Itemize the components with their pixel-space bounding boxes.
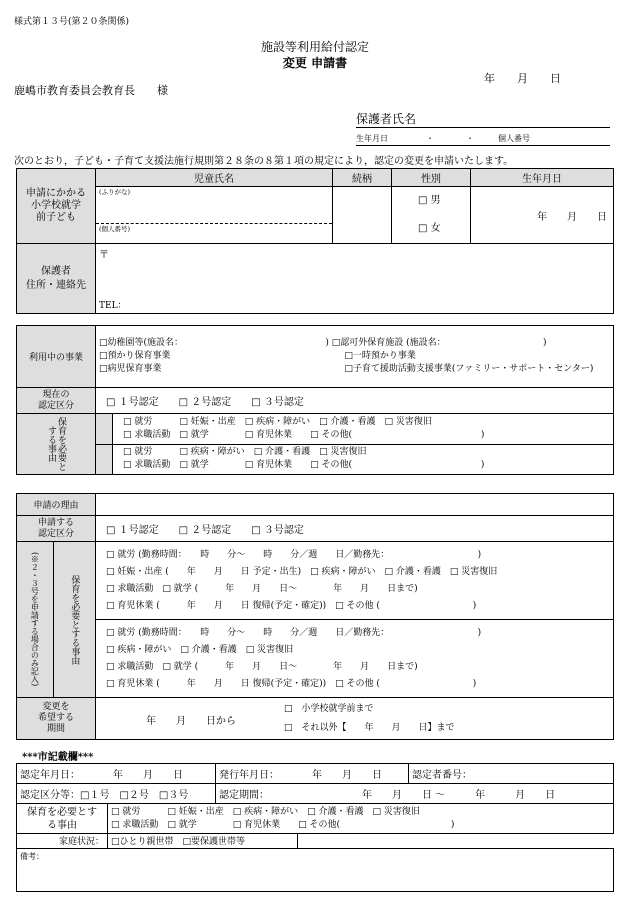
form-number: 様式第１３号(第２０条関係): [14, 17, 130, 27]
office-cert-no-label: 認定者番号：: [412, 770, 472, 781]
facility-line-3[interactable]: □病児保育事業 □子育て援助活動支援事業(ファミリー・サポート・センター): [99, 364, 594, 374]
office-period-label: 認定期間：: [219, 790, 269, 801]
child-table: [16, 168, 614, 314]
child-section-label: 申請にかかる 小学校就学 前子ども: [17, 169, 96, 244]
current-reason-3[interactable]: [113, 444, 614, 475]
office-issue-date-ymd: 年 月 日: [312, 770, 382, 781]
apply-reason-3-line-1[interactable]: □ 就労 (勤務時間： 時 分〜 時 分／週 日／勤務先： ): [106, 627, 482, 638]
apply-reason-2[interactable]: [96, 542, 614, 620]
apply-cert-options[interactable]: □ １号認定 □ ２号認定 □ ３号認定: [96, 516, 614, 542]
office-cert-no[interactable]: [409, 764, 614, 784]
addressee: 鹿嶋市教育委員会教育長 様: [14, 84, 168, 97]
office-cert-date-label: 認定年月日：: [20, 770, 80, 781]
office-reason-label: 保育を必要とす る事由: [17, 804, 108, 834]
date-line: 年 月 日: [484, 72, 561, 85]
guardian-address-field[interactable]: [96, 244, 614, 314]
office-period[interactable]: [216, 784, 614, 804]
title-line1: 施設等利用給付認定: [260, 40, 369, 54]
office-cert-date-ymd: 年 月 日: [113, 770, 183, 781]
personal-no-label: 個人番号: [498, 134, 530, 143]
female-checkbox[interactable]: □ 女: [418, 223, 441, 234]
period-field[interactable]: [96, 698, 614, 740]
reason-label: 申請の理由: [17, 494, 96, 516]
current-table: [16, 325, 614, 475]
guardian-name-line: [356, 110, 610, 128]
office-cert-type-label: 認定区分等：: [20, 790, 80, 801]
office-cert-type[interactable]: [17, 784, 216, 804]
furigana-field[interactable]: [96, 187, 333, 224]
facility-options[interactable]: [96, 326, 614, 388]
office-reason-line-2[interactable]: □ 求職活動 □ 就学 □ 育児休業 □ その他( ): [111, 819, 455, 830]
apply-reason-2-line-4[interactable]: □ 育児休業 ( 年 月 日 復帰(予定・確定)) □ その他 ( ): [106, 600, 477, 611]
office-period-value: 年 月 日 〜 年 月 日: [362, 790, 556, 801]
office-issue-date-label: 発行年月日：: [219, 770, 279, 781]
apply-reason-3-line-3[interactable]: □ 求職活動 □ 就学 ( 年 月 日〜 年 月 日まで): [106, 661, 418, 672]
current-cert-label: 現在の 認定区分: [17, 388, 96, 414]
birth-personal-line: [356, 133, 610, 146]
current-reason-3-tab: [96, 444, 113, 475]
col-relation: 続柄: [333, 169, 392, 187]
office-heading: ***市記載欄***: [22, 752, 94, 763]
period-option-2[interactable]: □ それ以外【 年 月 日】まで: [284, 723, 455, 733]
office-remarks[interactable]: [16, 848, 614, 892]
office-reason-options[interactable]: [108, 804, 614, 834]
office-cert-date[interactable]: [17, 764, 216, 784]
current-reason-2-line-1[interactable]: □ 就労 □ 妊娠・出産 □ 疾病・障がい □ 介護・看護 □ 災害復旧: [123, 416, 432, 427]
apply-side-label: [17, 542, 54, 698]
application-table: [16, 493, 614, 740]
office-reason-line-1[interactable]: □ 就労 □ 妊娠・出産 □ 疾病・障がい □ 介護・看護 □ 災害復旧: [111, 806, 420, 817]
birth-dots: ・ ・: [426, 134, 474, 143]
postal-mark: 〒: [99, 250, 109, 261]
apply-reason-2-line-3[interactable]: □ 求職活動 □ 就学 ( 年 月 日〜 年 月 日まで): [106, 583, 418, 594]
facility-line-2[interactable]: □預かり保育事業 □一時預かり事業: [99, 351, 416, 361]
period-from[interactable]: 年 月 日から: [146, 716, 236, 727]
current-reason-3-line-1[interactable]: □ 就労 □ 疾病・障がい □ 介護・看護 □ 災害復旧: [123, 447, 367, 458]
office-table: [16, 763, 614, 784]
male-checkbox[interactable]: □ 男: [418, 195, 441, 206]
apply-reason-3-line-4[interactable]: □ 育児休業 ( 年 月 日 復帰(予定・確定)) □ その他 ( ): [106, 678, 477, 689]
facility-label: 利用中の事業: [17, 326, 96, 388]
col-gender: 性別: [392, 169, 471, 187]
apply-reason-3[interactable]: [96, 620, 614, 698]
apply-sub-vertical: 保育を必要とする事由: [69, 574, 80, 665]
facility-line-1[interactable]: □幼稚園等(施設名： ) □認可外保育施設 (施設名： ): [99, 338, 547, 348]
current-reason-2-line-2[interactable]: □ 求職活動 □ 就学 □ 育児休業 □ その他( ): [123, 429, 485, 440]
personal-no-sublabel: (個人番号): [99, 225, 131, 234]
office-cert-type-options[interactable]: □１号 □２号 □３号: [80, 790, 189, 801]
guardian-label: 保護者 住所・連絡先: [17, 244, 96, 314]
apply-sub-label: [53, 542, 95, 698]
apply-reason-2-line-2[interactable]: □ 妊娠・出産 ( 年 月 日 予定・出生) □ 疾病・障がい □ 介護・看護 □ 災害復旧: [106, 566, 498, 577]
reason-field[interactable]: [96, 494, 614, 516]
office-family-label: 家庭状況：: [17, 833, 108, 848]
gender-field[interactable]: [392, 187, 471, 244]
furigana-label: (ふりがな): [99, 188, 131, 196]
relation-field[interactable]: [333, 187, 392, 244]
office-remarks-label: 備考：: [20, 852, 44, 861]
birth-label: 生年月日: [356, 134, 388, 143]
period-option-1[interactable]: □ 小学校就学前まで: [284, 704, 374, 714]
current-reason-3-line-2[interactable]: □ 求職活動 □ 就学 □ 育児休業 □ その他( ): [123, 460, 485, 471]
current-reason-vertical: 保育を必要とする事由: [46, 417, 66, 471]
office-family-table: [16, 833, 298, 849]
current-reason-2[interactable]: [113, 414, 614, 445]
current-cert-options[interactable]: □ １号認定 □ ２号認定 □ ３号認定: [96, 388, 614, 414]
statement: 次のとおり，子ども・子育て支援法施行規則第２８条の８第１項の規定により，認定の変更を申請いたします。: [14, 156, 514, 167]
office-family-options[interactable]: □ひとり親世帯 □要保護世帯等: [108, 833, 298, 848]
office-table-2: [16, 783, 614, 804]
col-birth: 生年月日: [471, 169, 614, 187]
office-issue-date[interactable]: [216, 764, 409, 784]
period-label: 変更を 希望する 期間: [17, 698, 96, 740]
title-line2: 変更 申請書: [282, 56, 348, 70]
personal-no-field[interactable]: [96, 224, 333, 244]
apply-reason-3-line-2[interactable]: □ 疾病・障がい □ 介護・看護 □ 災害復旧: [106, 644, 294, 655]
apply-cert-label: 申請する 認定区分: [17, 516, 96, 542]
col-child-name: 児童氏名: [96, 169, 333, 187]
guardian-name-label: 保護者氏名: [356, 112, 417, 126]
apply-reason-2-line-1[interactable]: □ 就労 (勤務時間： 時 分〜 時 分／週 日／勤務先： ): [106, 549, 482, 560]
current-reason-2-tab: [96, 414, 113, 445]
office-table-3: [16, 803, 614, 834]
apply-side-vertical: (※２・３号を申請する場合のみ記入): [30, 552, 40, 687]
tel-label: TEL：: [99, 301, 127, 311]
current-reason-label: [17, 414, 96, 475]
birth-field[interactable]: 年 月 日: [471, 187, 614, 244]
